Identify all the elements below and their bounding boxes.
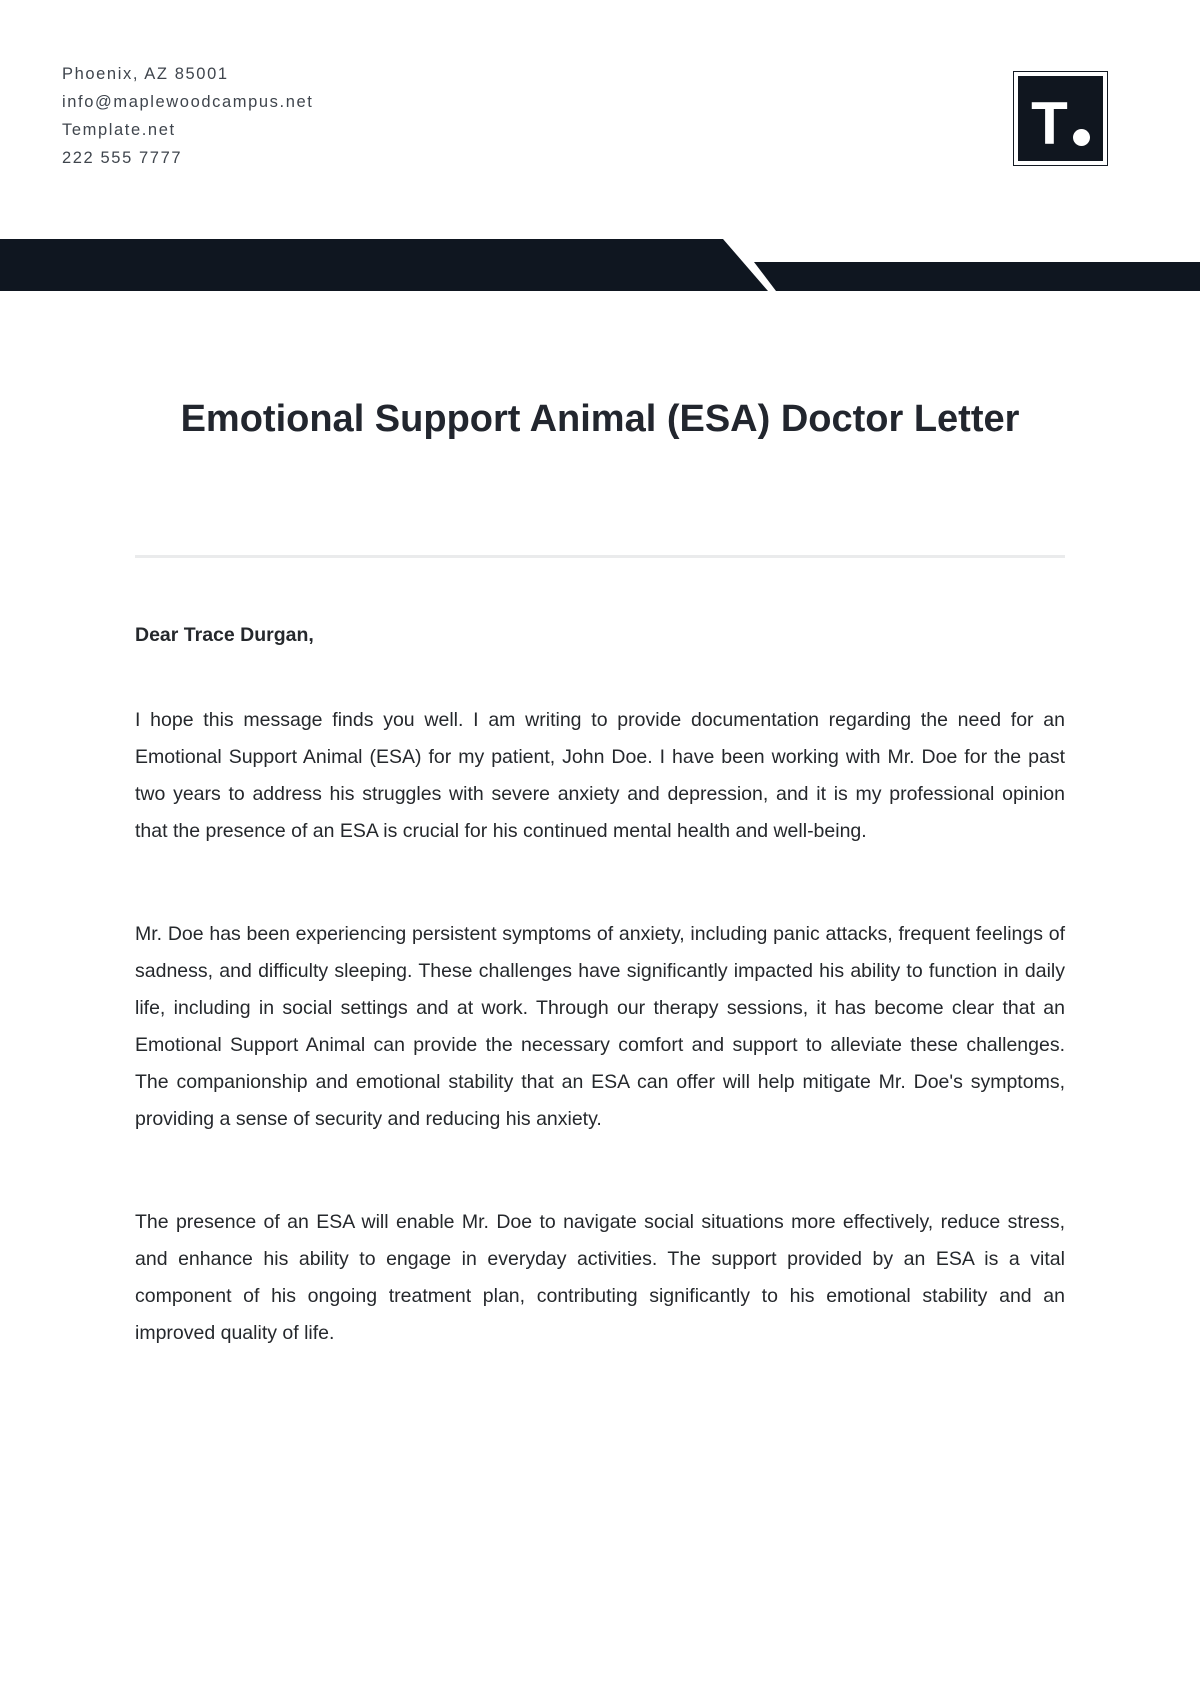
page-title: Emotional Support Animal (ESA) Doctor Letter <box>180 398 1020 440</box>
letter-body <box>135 617 1065 1352</box>
banner-stripe-left <box>0 239 768 291</box>
brand-logo <box>1013 71 1108 166</box>
contact-address-line: Phoenix, AZ 85001 <box>62 65 229 83</box>
logo-dot <box>1073 129 1090 146</box>
title-divider <box>135 555 1065 558</box>
contact-email-line: info@maplewoodcampus.net <box>62 93 314 111</box>
banner-stripe-right <box>754 262 1200 291</box>
letter-paragraph: The presence of an ESA will enable Mr. Doe to navigate social situations more effectively, reduce stress, and enhance his ability to engage in everyday activities. The support provided by an ESA is a vital component of his ongoing treatment plan, contributing significantly to his emotional stability and an improved quality of life. <box>135 1211 1065 1344</box>
letter-paragraph: Mr. Doe has been experiencing persistent symptoms of anxiety, including panic attacks, frequent feelings of sadness, and difficulty sleeping. These challenges have significantly impacted his ability to function in daily life, including in social settings and at work. Through our therapy sessions, it has become clear that an Emotional Support Animal can provide the necessary comfort and support to alleviate these challenges. The companionship and emotional stability that an ESA can offer will help mitigate Mr. Doe's symptoms, providing a sense of security and reducing his anxiety. <box>135 923 1065 1130</box>
letter-paragraph: I hope this message finds you well. I am writing to provide documentation regarding the need for an Emotional Support Animal (ESA) for my patient, John Doe. I have been working with Mr. Doe for the past two years to address his struggles with severe anxiety and depression, and it is my professional opinion that the presence of an ESA is crucial for his continued mental health and well-being. <box>135 709 1065 842</box>
logo-t-glyph: T <box>1031 90 1068 157</box>
header-contact-block <box>62 60 313 172</box>
brand-logo-tile <box>1018 76 1103 161</box>
contact-phone-line: 222 555 7777 <box>62 149 183 167</box>
salutation: Dear Trace Durgan, <box>135 624 314 646</box>
contact-website-line: Template.net <box>62 121 176 139</box>
